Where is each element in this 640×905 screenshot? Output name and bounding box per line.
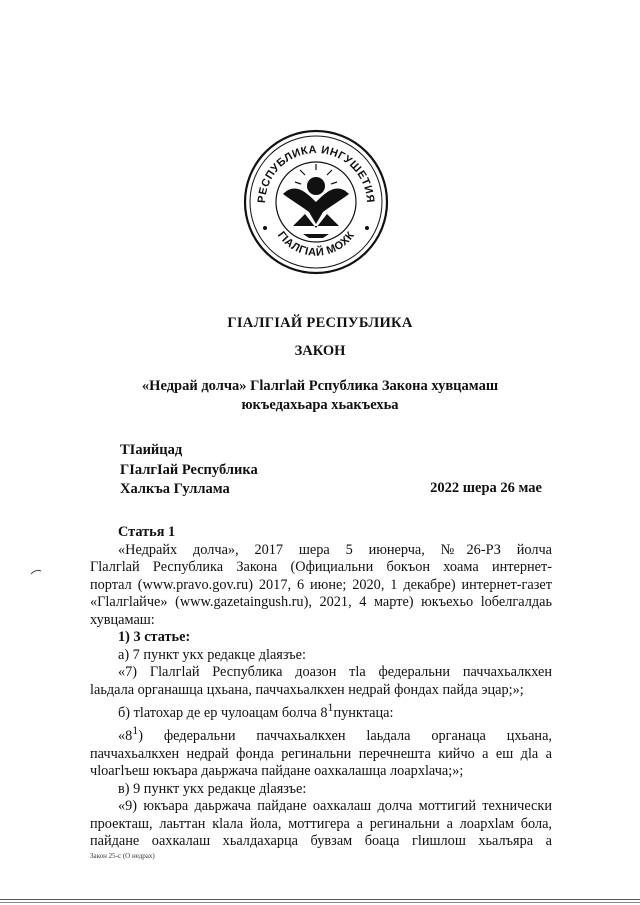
adopted-label: ТIаийцад: [120, 442, 183, 458]
quote-8-1-rest: ) федеральни паччахьалкхен lаьдала органаца цхьана,: [138, 728, 552, 745]
quote-9-line: пайдане оахкалаш хьалдахарца бувзам боаца гlишлош хьалъяра а: [90, 833, 552, 850]
paragraph-line: «Гlалгlайче» (www.gazetaingush.ru), 2021, 4 марте) юкъехьо lобелгалдаь: [90, 594, 552, 610]
paragraph-line: Гlалгlай Республика Закона (Официальни бокъон хоама интернет-: [90, 559, 552, 575]
law-title-line-2: юкъедахьара хьакъехьа: [241, 397, 399, 413]
paragraph-line: хувцамаш:: [90, 611, 155, 628]
document-type-heading: ЗАКОН: [294, 343, 346, 359]
item-v: в) 9 пункт укх редакце дlаязъе:: [118, 780, 307, 797]
item-a: а) 7 пункт укх редакце дlаязъе:: [118, 646, 306, 663]
adopted-by-block: [120, 441, 258, 500]
margin-mark-icon: [30, 562, 42, 568]
adopted-assembly: Халкъа Гуллама: [120, 481, 230, 497]
quote-7-line: lаьдала органашца цхьана, паччахьалкхен недрай фондах пайда эцар;»;: [90, 681, 524, 698]
article-title: Статья 1: [118, 524, 176, 540]
republic-heading: ГIАЛГIАЙ РЕСПУБЛИКА: [227, 315, 413, 331]
quote-9-line: «9) юкъара даьржача пайдане оахкалаш долча моттигий технически: [118, 798, 552, 815]
quote-8-1-start: «8: [118, 728, 133, 745]
scan-edge-line: [0, 902, 640, 903]
svg-text:ГIАЛГIАЙ МОХК: ГIАЛГIАЙ МОХК: [274, 229, 358, 259]
adopted-republic: ГIалгIай Республика: [120, 461, 258, 478]
quote-8-1-superscript: 1: [132, 723, 139, 738]
footer-note: Закон 25-с (О недрах): [90, 852, 155, 860]
quote-8-1-line: [90, 722, 552, 745]
paragraph-line: «Недрайх долча», 2017 шера 5 июнерча, №26-РЗ йолча: [118, 541, 552, 558]
quote-8-1-line: паччахьалкхен недрай фонда регинальни перечнешта кийчо а еш дlа а: [90, 745, 552, 762]
item-b: [90, 699, 552, 722]
item-b-text: б) тlатохар де ер чулоацам болча 8: [118, 704, 328, 721]
document-body: [90, 524, 552, 851]
scan-edge-line: [0, 899, 640, 900]
quote-9-line: проекташ, лаьттан кlала йола, моттигера а регинальни а лоархlам бола,: [90, 815, 552, 832]
law-title-line-1: «Недрай долча» Гlалгlай Рcпублика Закона хувцамаш: [141, 378, 499, 394]
paragraph-line: портал (www.pravo.gov.ru) 2017, 6 июне; 2020, 1 декабре) интернет-газет: [90, 576, 552, 593]
adoption-date: 2022 шера 26 мае: [430, 480, 542, 496]
item-1: 1) 3 статье:: [118, 629, 191, 645]
item-b-superscript: 1: [327, 700, 334, 714]
item-b-text-end: пунктаца:: [333, 704, 394, 721]
svg-text:РЕСПУБЛИКА ИНГУШЕТИЯ: РЕСПУБЛИКА ИНГУШЕТИЯ: [255, 143, 377, 204]
law-title: [0, 377, 640, 415]
quote-8-1-line: чlоагlъеш юкъара даьржача пайдане оахкалашца лоархlача;»;: [90, 763, 464, 780]
quote-7-line: «7) Гlалгlай Республика доазон тlа федеральни паччахьалкхен: [118, 664, 552, 680]
coat-of-arms-icon: [243, 128, 389, 276]
